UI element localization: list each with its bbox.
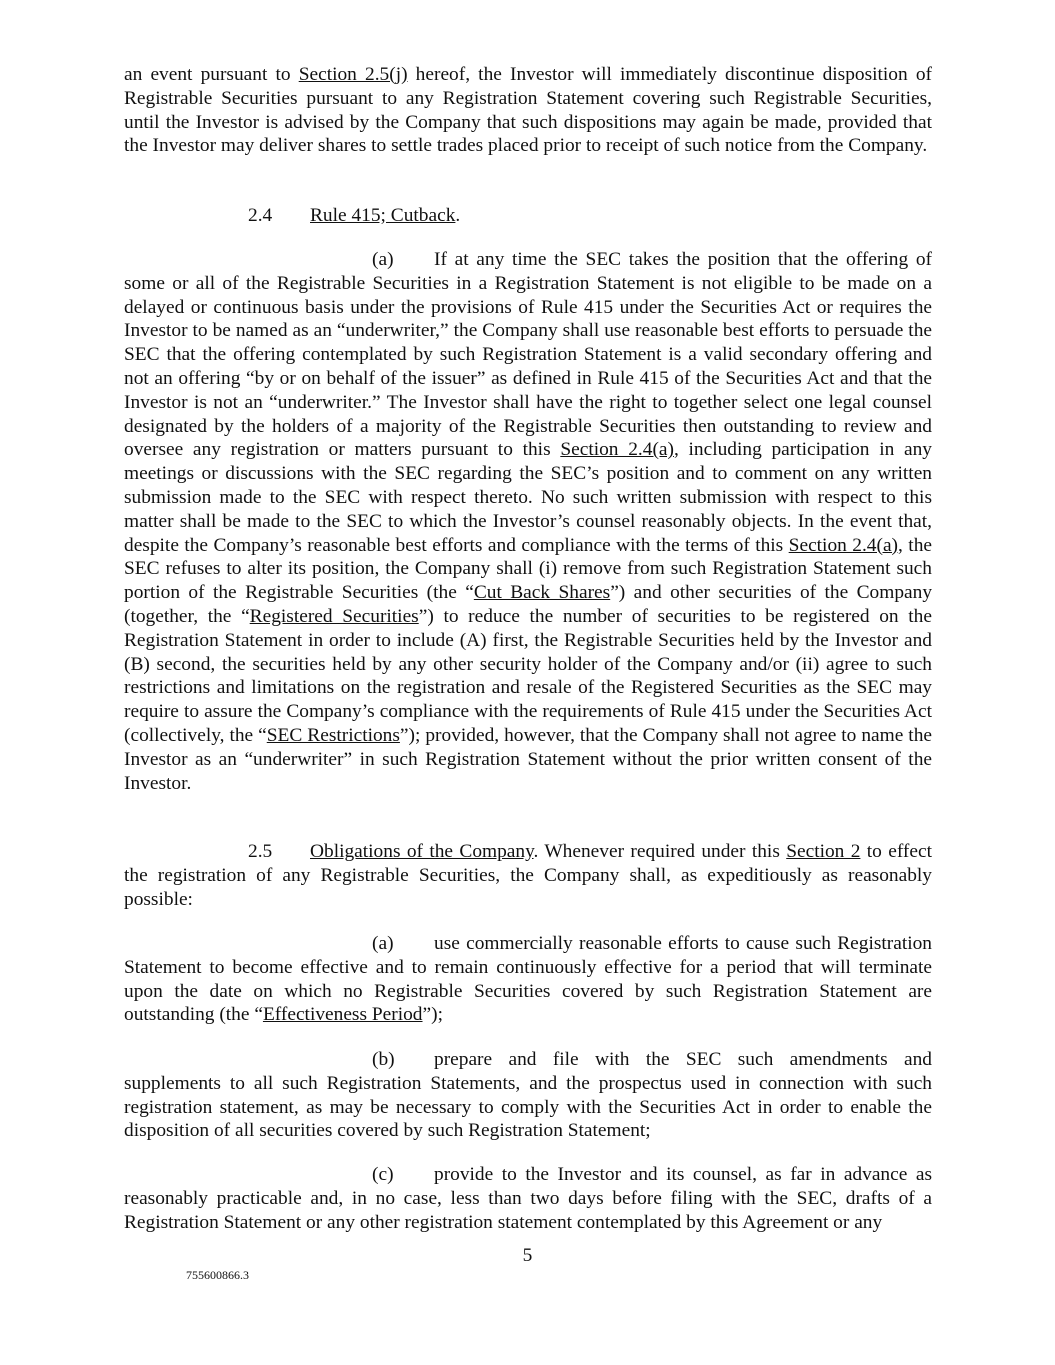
defined-term: Effectiveness Period [262, 1004, 423, 1026]
defined-term: SEC Restrictions [266, 724, 400, 746]
defined-term: Cut Back Shares [473, 582, 611, 604]
section-title: Rule 415; Cutback [310, 205, 456, 226]
defined-term: Registered Securities [249, 605, 419, 627]
section-title: Obligations of the Company [310, 841, 534, 862]
section-reference: Section 2.4(a) [788, 534, 899, 556]
clause-label: (a) [372, 933, 394, 954]
section-number: 2.5 [248, 841, 273, 862]
section-reference: Section 2.4(a) [560, 439, 674, 461]
section-2-5-b-paragraph: (b) prepare and file with the SEC such amendments and supplements to all such Registration Statements, and the prospectus used in connection with such registration statement, as may be necessary to comply with the Securities Act in order to enable the disposition of all securities covered by such Registration Statement; [124, 1049, 932, 1142]
section-reference: Section 2 [786, 841, 861, 862]
section-2-4-heading: 2.4 Rule 415; Cutback. [248, 205, 461, 226]
clause-label: (c) [372, 1164, 394, 1185]
section-2-5-paragraph: 2.5 Obligations of the Company. Whenever required under this Section 2 to effect the registration of any Registrable Securities, the Company shall, as expeditiously as reasonably possible: [124, 841, 932, 910]
page-number: 5 [522, 1245, 533, 1266]
document-id: 755600866.3 [186, 1268, 249, 1282]
section-reference: Section 2.5(j) [298, 64, 408, 85]
section-2-5-c-paragraph: (c) provide to the Investor and its counsel, as far in advance as reasonably practicable and, in no case, less than two days before filing with the SEC, drafts of a Registration Statement or any other registration statement contemplated by this Agreement or any [124, 1164, 932, 1233]
clause-label: (a) [372, 249, 394, 270]
section-number: 2.4 [248, 205, 273, 226]
paragraph-continuation: an event pursuant to Section 2.5(j) hereof, the Investor will immediately discontinue disposition of Registrable Securities pursuant to any Registration Statement covering such Registrable Securities, until the Investor is advised by the Company that such dispositions may again be made, provided that the Investor may deliver shares to settle trades placed prior to receipt of such notice from the Company. [124, 64, 932, 157]
clause-label: (b) [372, 1049, 395, 1070]
section-2-4-a-paragraph: (a) If at any time the SEC takes the position that the offering of some or all of the Registrable Securities in a Registration Statement is not eligible to be made on a delayed or continuous basis under the provisions of Rule 415 under the Securities Act or requires the Investor to be named as an “underwriter,” the Company shall use reasonable best efforts to persuade the SEC that the offering contemplated by such Registration Statement is a valid secondary offering and not an offering “by or on behalf of the issuer” as defined in Rule 415 of the Securities Act and that the Investor is not an “underwriter.” The Investor shall have the right to together select one legal counsel designated by the holders of a majority of the Registrable Securities then outstanding to review and oversee any registration or matters pursuant to this Section 2.4(a), including participation in any meetings or discussions with the SEC regarding the SEC’s position and to comment on any written submission made to the SEC with respect thereto. No such written submission with respect to this matter shall be made to the SEC to which the Investor’s counsel reasonably objects. In the event that, despite the Company’s reasonable best efforts and compliance with the terms of this Section 2.4(a), the SEC refuses to alter its position, the Company shall (i) remove from such Registration Statement such portion of the Registrable Securities (the “Cut Back Shares”) and other securities of the Company (together, the “Registered Securities”) to reduce the number of securities to be registered on the Registration Statement in order to include (A) first, the Registrable Securities held by the Investor and (B) second, the securities held by any other security holder of the Company and/or (ii) agree to such restrictions and limitations on the registration and resale of the Registered Securities as the SEC may require to assure the Company’s compliance with the requirements of Rule 415 under the Securities Act (collectively, the “SEC Restrictions”); provided, however, that the Company shall not agree to name the Investor as an “underwriter” in such Registration Statement without the prior written consent of the Investor. [124, 249, 933, 794]
section-2-5-a-paragraph: (a) use commercially reasonable efforts to cause such Registration Statement to become effective and to remain continuously effective for a period that will terminate upon the date on which no Registrable Securities covered by such Registration Statement are outstanding (the “Effectiveness Period”); [124, 933, 932, 1026]
